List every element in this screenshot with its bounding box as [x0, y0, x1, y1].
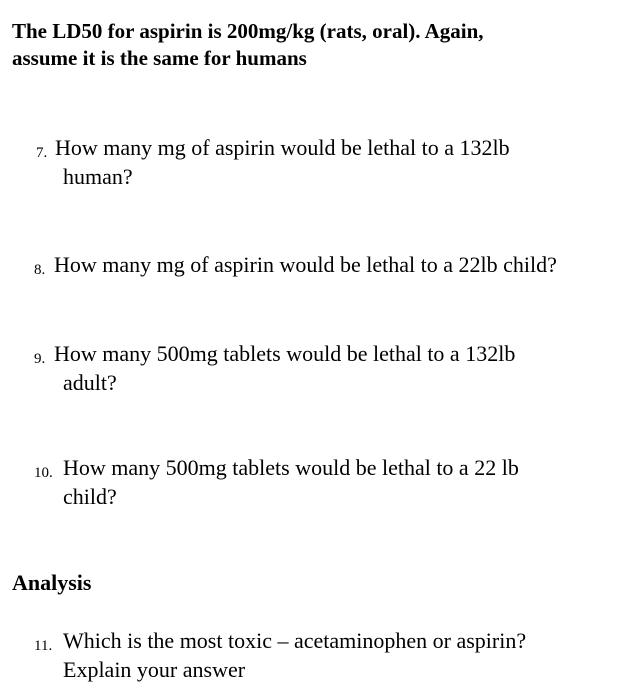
question-10 — [0, 453, 620, 513]
question-7 — [0, 133, 620, 193]
question-text-line-2: child? — [63, 484, 117, 509]
question-text-line-2: human? — [63, 164, 133, 189]
intro-statement — [12, 18, 602, 72]
question-text-line-1: How many 500mg tablets would be lethal to a 22 lb — [63, 455, 519, 480]
question-number: 7. — [36, 145, 48, 161]
question-text-line-1: How many 500mg tablets would be lethal to a 132lb — [54, 341, 516, 366]
question-number: 11. — [34, 638, 53, 654]
question-text-line-1: How many mg of aspirin would be lethal to a 132lb — [55, 135, 510, 160]
question-11 — [0, 626, 620, 686]
intro-line-2: assume it is the same for humans — [12, 46, 307, 70]
question-text-line-1: How many mg of aspirin would be lethal to a 22lb child? — [54, 252, 557, 277]
analysis-heading: Analysis — [12, 570, 92, 595]
question-8 — [0, 250, 620, 282]
intro-line-1: The LD50 for aspirin is 200mg/kg (rats, oral). Again, — [12, 19, 484, 43]
question-9 — [0, 339, 620, 399]
question-number: 10. — [34, 465, 53, 481]
question-number: 9. — [34, 351, 46, 367]
question-text-line-2: adult? — [63, 370, 117, 395]
question-text-line-2: Explain your answer — [63, 657, 246, 682]
question-number: 8. — [34, 262, 46, 278]
question-text-line-1: Which is the most toxic – acetaminophen or aspirin? — [63, 628, 527, 653]
